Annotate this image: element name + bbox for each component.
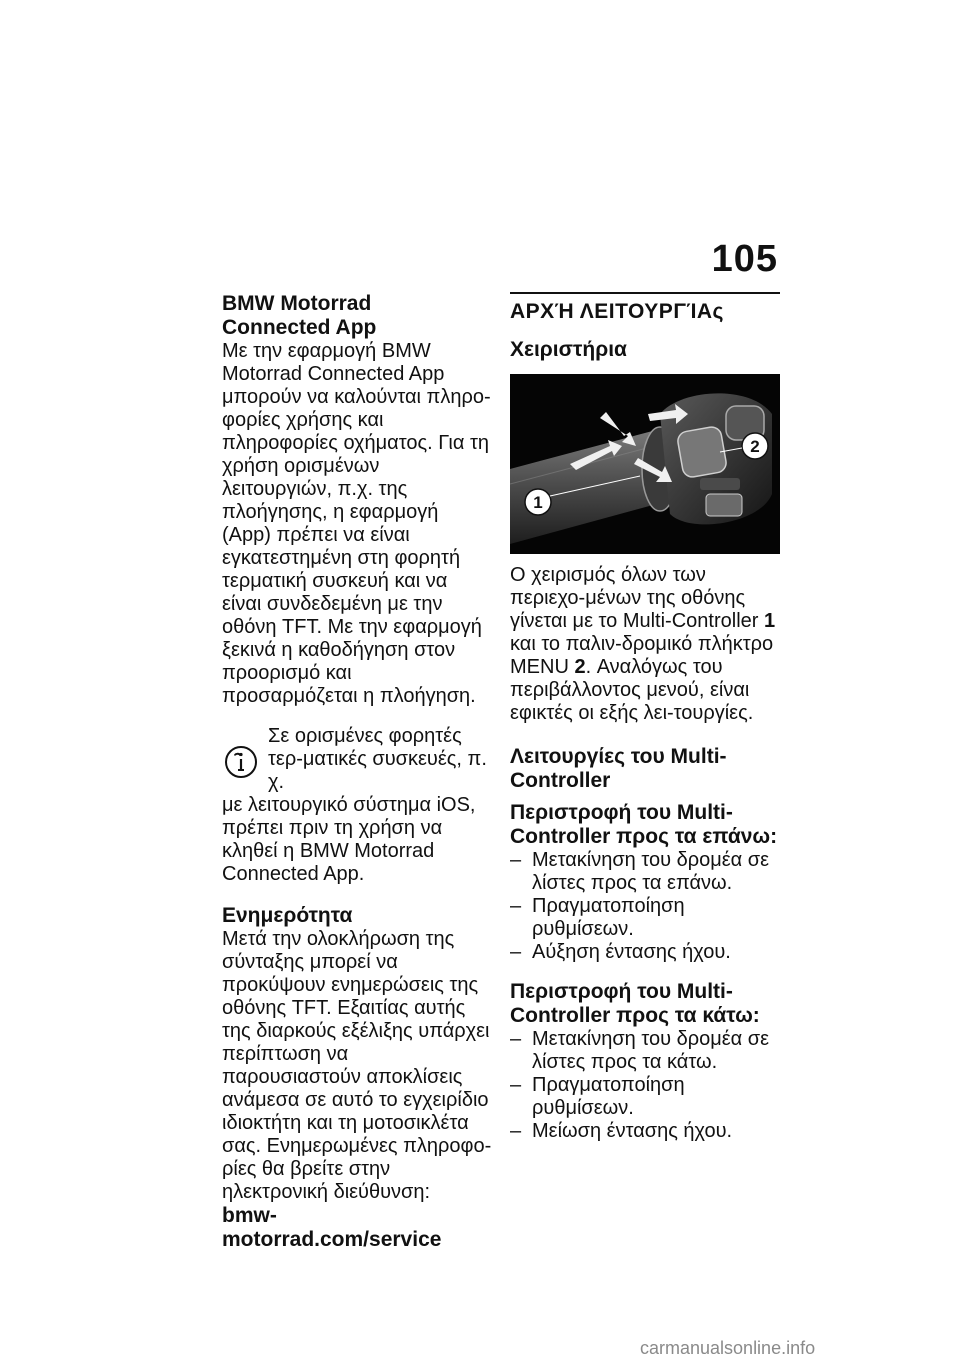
functions-heading: Λειτουργίες του Multi-Controller bbox=[510, 745, 727, 792]
right-column bbox=[510, 292, 780, 1143]
controls-heading: Χειριστήρια bbox=[510, 338, 627, 361]
section-title: ΑΡΧΉ ΛΕΙΤΟΥΡΓΊΑς bbox=[510, 292, 780, 324]
handlebar-controls-photo bbox=[510, 374, 780, 554]
note-text-a: Σε ορισμένες φορητές τερ-ματικές συσκευές, π. χ. bbox=[268, 725, 487, 793]
controls-text-a: Ο χειρισμός όλων των περιεχο-μένων της οθόνης γίνεται με το Multi-Controller bbox=[510, 564, 764, 632]
list-item: – Μετακίνηση του δρομέα σε λίστες προς τα επάνω. bbox=[510, 849, 770, 894]
rotate-up-list bbox=[510, 849, 780, 964]
app-heading: BMW Motorrad Connected App bbox=[222, 292, 377, 339]
info-note bbox=[222, 725, 492, 886]
rotate-up-heading: Περιστροφή του Multi-Controller προς τα επάνω: bbox=[510, 801, 778, 848]
list-item: – Μετακίνηση του δρομέα σε λίστες προς τα κάτω. bbox=[510, 1028, 770, 1073]
list-item: – Πραγματοποίηση ρυθμίσεων. bbox=[510, 895, 685, 940]
page-number: 105 bbox=[711, 238, 778, 280]
service-url: bmw-motorrad.com/service bbox=[222, 1204, 442, 1251]
list-item: – Αύξηση έντασης ήχου. bbox=[510, 941, 731, 963]
controls-bold-1: 1 bbox=[763, 610, 776, 632]
callout-1: 1 bbox=[533, 493, 543, 512]
rotate-down-heading: Περιστροφή του Multi-Controller προς τα κάτω: bbox=[510, 980, 760, 1027]
info-icon bbox=[224, 745, 258, 779]
controls-text-b: και το παλιν-δρομικό πλήκτρο MENU bbox=[510, 633, 774, 678]
rotate-down-list bbox=[510, 1028, 780, 1143]
update-heading: Ενημερότητα bbox=[222, 904, 353, 927]
handlebar-illustration bbox=[510, 374, 780, 554]
controls-bold-2: 2 bbox=[574, 656, 586, 678]
update-text: Μετά την ολοκλήρωση της σύνταξης μπορεί να προκύψουν ενημερώσεις της οθόνης TFT. Εξαιτίας αυτής της διαρκούς εξέλιξης υπάρχει περίπτωση να παρουσιαστούν αποκλίσεις ανάμεσα σε αυτό το εγχειρίδιο ιδιοκτήτη και τη μοτοσικλέτα σας. Ενημερωμένες πληροφο-ρίες θα βρείτε στην ηλεκτρονική διεύθυνση: bbox=[222, 928, 492, 1203]
note-text-b: με λειτουργικό σύστημα iOS, πρέπει πριν τη χρήση να κληθεί η BMW Motorrad Connected App. bbox=[222, 794, 476, 885]
callout-2: 2 bbox=[750, 437, 760, 456]
list-item: – Μείωση έντασης ήχου. bbox=[510, 1120, 733, 1142]
controls-text bbox=[510, 564, 780, 725]
app-text: Με την εφαρμογή BMW Motorrad Connected App μπορούν να καλούνται πληρο-φορίες χρήσης και πληροφορίες οχήματος. Για τη χρήση ορισμένων λειτουργιών, π.χ. της πλοήγησης, η εφαρμογή (App) πρέπει να είναι εγκατεστημένη στη φορητή τερματική συσκευή και να είναι συνδεδεμένη με την οθόνη TFT. Με την εφαρμογή ξεκινά η καθοδήγηση στον προορισμό και προσαρμόζεται η πλοήγηση. bbox=[222, 340, 491, 707]
controls-text-c: . Αναλόγως του περιβάλλοντος μενού, είναι εφικτές οι εξής λει-τουργίες. bbox=[510, 656, 754, 724]
list-item: – Πραγματοποίηση ρυθμίσεων. bbox=[510, 1074, 685, 1119]
footer-watermark: carmanualsonline.info bbox=[640, 1338, 816, 1358]
left-column bbox=[222, 292, 492, 1252]
